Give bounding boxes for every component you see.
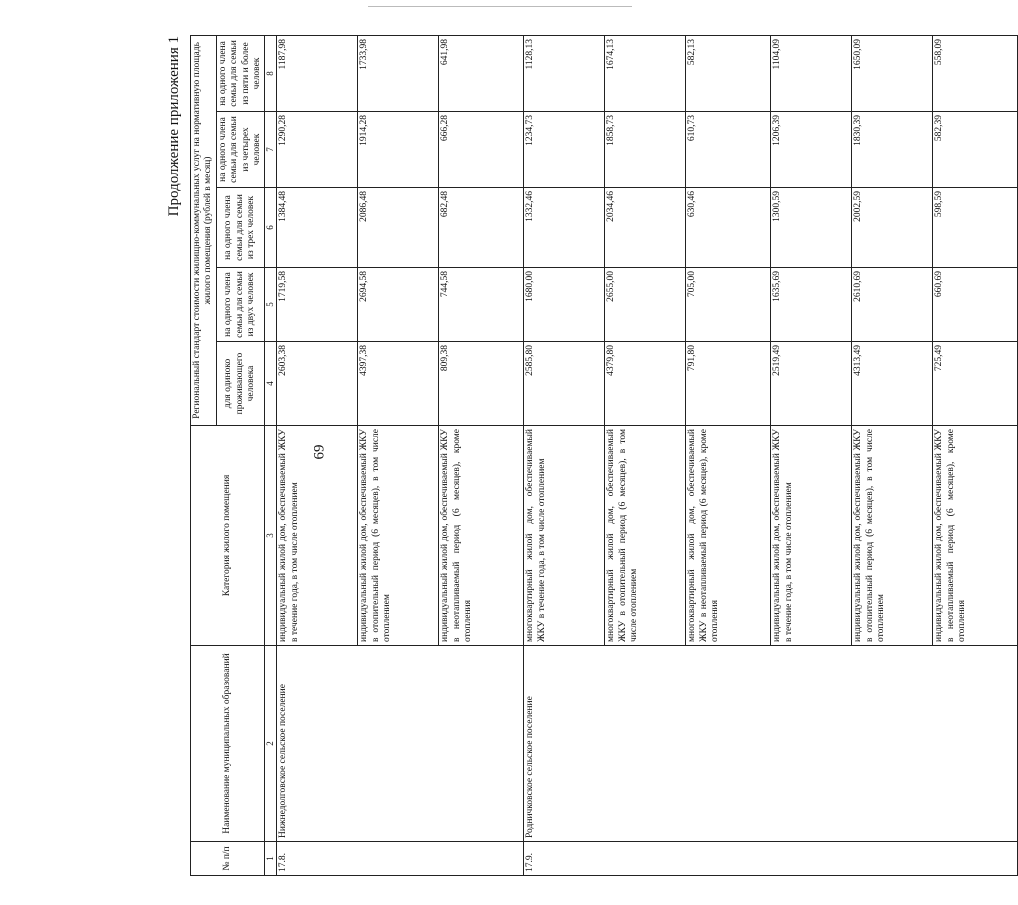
value-four: 1290,28: [277, 112, 358, 188]
housing-category: индивидуальный жилой дом, обеспечиваемый ЖКУ в неотапливаемый период (6 месяцев), кроме отопления: [439, 426, 524, 646]
value-three: 630,46: [686, 188, 771, 268]
table-row: [277, 35, 358, 875]
housing-category: многоквартирный жилой дом, обеспечиваемый ЖКУ в течение года, в том числе отоплением: [524, 426, 605, 646]
subheader-five: на одного члена семьи для семьи из пяти и более человек: [216, 35, 265, 111]
value-two: 2655,00: [605, 268, 686, 342]
value-single: 2585,80: [524, 342, 605, 426]
value-single: 809,38: [439, 342, 524, 426]
page-number: 69: [311, 444, 328, 460]
value-three: 2034,46: [605, 188, 686, 268]
subheader-four: на одного члена семьи для семьи из четырех человек: [216, 112, 265, 188]
value-single: 4313,49: [852, 342, 933, 426]
value-three: 2086,48: [358, 188, 439, 268]
column-number-row: [265, 35, 277, 875]
column-number: 1: [265, 842, 277, 876]
value-four: 1830,39: [852, 112, 933, 188]
row-number: 17.8.: [277, 842, 524, 876]
value-three: 1384,48: [277, 188, 358, 268]
header-col-category: Категория жилого помещения: [191, 426, 265, 646]
scan-edge-line: [368, 6, 632, 7]
regional-standard-table: [190, 35, 1018, 876]
column-number: 4: [265, 342, 277, 426]
value-four: 1858,73: [605, 112, 686, 188]
column-number: 7: [265, 112, 277, 188]
housing-category: индивидуальный жилой дом, обеспечиваемый ЖКУ в течение года, в том числе отоплением: [277, 426, 358, 646]
value-five: 558,09: [933, 35, 1018, 111]
value-three: 1300,59: [771, 188, 852, 268]
header-col-name: Наименование муниципальных образований: [191, 646, 265, 842]
value-single: 2603,38: [277, 342, 358, 426]
value-four: 1206,39: [771, 112, 852, 188]
value-two: 1635,69: [771, 268, 852, 342]
value-five: 1104,09: [771, 35, 852, 111]
rotated-page-content: [166, 36, 967, 876]
table-row: [524, 35, 605, 875]
value-five: 1674,13: [605, 35, 686, 111]
value-two: 660,69: [933, 268, 1018, 342]
appendix-title: Продолжение приложения 1: [166, 36, 182, 217]
value-three: 1332,46: [524, 188, 605, 268]
column-number: 8: [265, 35, 277, 111]
row-number: 17.9.: [524, 842, 1018, 876]
value-single: 791,80: [686, 342, 771, 426]
value-five: 1128,13: [524, 35, 605, 111]
value-single: 725,49: [933, 342, 1018, 426]
value-single: 2519,49: [771, 342, 852, 426]
housing-category: индивидуальный жилой дом, обеспечиваемый ЖКУ в течение года, в том числе отоплением: [771, 426, 852, 646]
value-two: 2694,58: [358, 268, 439, 342]
subheader-two: на одного члена семьи для семьи из двух человек: [216, 268, 265, 342]
value-two: 744,58: [439, 268, 524, 342]
column-number: 6: [265, 188, 277, 268]
housing-category: индивидуальный жилой дом, обеспечиваемый ЖКУ в неотапливаемый период (6 месяцев), кроме отопления: [933, 426, 1018, 646]
housing-category: многоквартирный жилой дом, обеспечиваемый ЖКУ в отопительный период (6 месяцев), в том числе отоплением: [605, 426, 686, 646]
header-col-standard: Региональный стандарт стоимости жилищно-коммунальных услуг на нормативную площадь жилого помещения (рублей в месяц): [191, 35, 217, 425]
header-col-no: № п/п: [191, 842, 265, 876]
column-number: 3: [265, 426, 277, 646]
municipality-name: Родничковское сельское поселение: [524, 646, 1018, 842]
value-five: 1650,09: [852, 35, 933, 111]
value-single: 4379,80: [605, 342, 686, 426]
value-four: 1234,73: [524, 112, 605, 188]
value-four: 582,39: [933, 112, 1018, 188]
value-five: 1733,98: [358, 35, 439, 111]
value-five: 582,13: [686, 35, 771, 111]
municipality-name: Нижнедолговское сельское поселение: [277, 646, 524, 842]
value-three: 2002,59: [852, 188, 933, 268]
value-four: 666,28: [439, 112, 524, 188]
value-two: 1680,00: [524, 268, 605, 342]
value-five: 641,98: [439, 35, 524, 111]
value-five: 1187,98: [277, 35, 358, 111]
value-single: 4397,38: [358, 342, 439, 426]
value-two: 1719,58: [277, 268, 358, 342]
column-number: 2: [265, 646, 277, 842]
value-two: 705,00: [686, 268, 771, 342]
value-two: 2610,69: [852, 268, 933, 342]
subheader-three: на одного члена семьи для семьи из трех человек: [216, 188, 265, 268]
value-four: 610,73: [686, 112, 771, 188]
column-number: 5: [265, 268, 277, 342]
housing-category: многоквартирный жилой дом, обеспечиваемый ЖКУ в неотапливаемый период (6 месяцев), кроме отопления: [686, 426, 771, 646]
subheader-single: для одиноко проживающего человека: [216, 342, 265, 426]
value-four: 1914,28: [358, 112, 439, 188]
value-three: 682,48: [439, 188, 524, 268]
housing-category: индивидуальный жилой дом, обеспечиваемый ЖКУ в отопительный период (6 месяцев), в том числе отоплением: [852, 426, 933, 646]
value-three: 598,59: [933, 188, 1018, 268]
housing-category: индивидуальный жилой дом, обеспечиваемый ЖКУ в отопительный период (6 месяцев), в том числе отоплением: [358, 426, 439, 646]
